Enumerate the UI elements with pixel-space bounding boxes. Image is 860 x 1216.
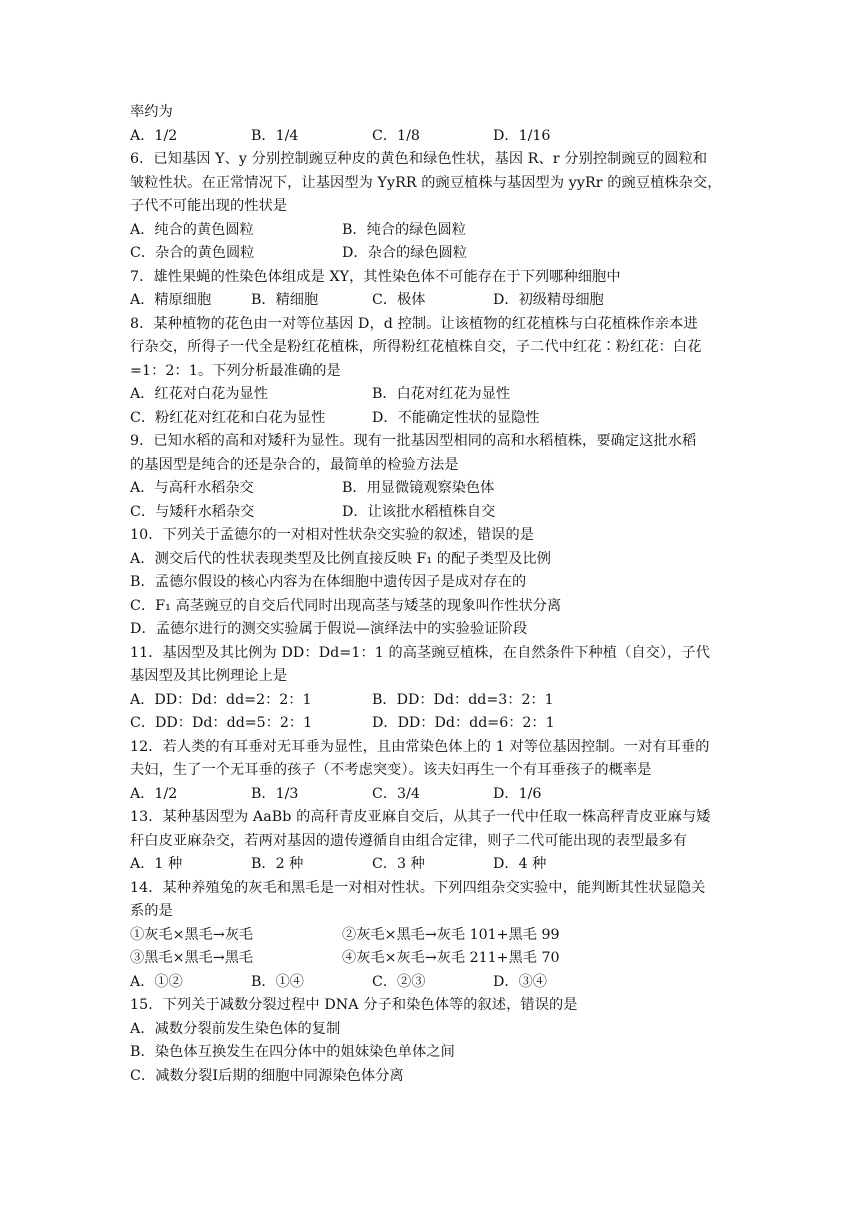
answer-option: A．红花对白花为显性 — [130, 386, 268, 402]
option-row — [130, 289, 735, 313]
answer-option: A．与高秆水稻杂交 — [130, 480, 254, 496]
option-row — [130, 783, 735, 807]
text-line: 9．已知水稻的高和对矮秆为显性。现有一批基因型相同的高和水稻植株，要确定这批水稻 — [130, 433, 697, 449]
answer-option: A．①② — [130, 973, 183, 990]
answer-option: D．DD：Dd：dd=6：2：1 — [372, 715, 555, 731]
option-row — [130, 853, 735, 877]
option-row — [130, 971, 735, 995]
answer-option: A．1/2 — [130, 127, 178, 144]
answer-option: A．1 种 — [130, 856, 183, 872]
answer-option: B．1/3 — [251, 785, 299, 802]
answer-option: D．4 种 — [493, 856, 547, 872]
answer-option: D．1/6 — [493, 785, 542, 802]
answer-option: D．③④ — [493, 973, 547, 990]
text-line: 14．某种养殖兔的灰毛和黑毛是一对相对性状。下列四组杂交实验中，能判断其性状显隐关 — [130, 879, 706, 896]
text-line: 15．下列关于减数分裂过程中 DNA 分子和染色体等的叙述，错误的是 — [130, 997, 578, 1013]
answer-option: C．粉红花对红花和白花为显性 — [130, 409, 326, 426]
answer-option: ④灰毛×灰毛→灰毛 211+黑毛 70 — [342, 950, 560, 966]
answer-option: D．1/16 — [493, 127, 551, 144]
answer-option: B．精细胞 — [251, 292, 319, 308]
option-row — [130, 242, 735, 266]
text-line: 11．基因型及其比例为 DD：Dd=1：1 的高茎豌豆植株，在自然条件下种植（自交），子代 — [130, 644, 710, 661]
text-line: 秆白皮亚麻杂交，若两对基因的遗传遵循自由组合定律，则子二代可能出现的表型最多有 — [130, 832, 688, 849]
text-line: 子代不可能出现的性状是 — [130, 198, 288, 214]
answer-option: B．用显微镜观察染色体 — [342, 480, 495, 496]
option-row — [130, 125, 735, 149]
option-row — [130, 689, 735, 713]
text-line: 夫妇，生了一个无耳垂的孩子（不考虑突变）。该夫妇再生一个有耳垂孩子的概率是 — [130, 762, 652, 778]
answer-option: C．极体 — [372, 292, 426, 308]
text-line: 10．下列关于孟德尔的一对相对性状杂交实验的叙述，错误的是 — [130, 527, 535, 543]
text-line: 行杂交，所得子一代全是粉红花植株，所得粉红花植株自交，子二代中红花∶粉红花：白花 — [130, 339, 702, 355]
answer-option: A．精原细胞 — [130, 292, 212, 308]
text-line: B．孟德尔假设的核心内容为在体细胞中遗传因子是成对存在的 — [130, 574, 527, 590]
text-line: A．测交后代的性状表现类型及比例直接反映 F₁ 的配子类型及比例 — [130, 550, 552, 567]
option-row — [130, 219, 735, 243]
option-row — [130, 383, 735, 407]
answer-option: D．初级精母细胞 — [493, 292, 604, 308]
answer-option: B．纯合的绿色圆粒 — [342, 221, 466, 238]
text-line: 13．某种基因型为 AaBb 的高秆青皮亚麻自交后，从其子一代中任取一株高秤青皮亚麻与矮 — [130, 809, 711, 825]
answer-option: A．纯合的黄色圆粒 — [130, 221, 254, 238]
text-line: D．孟德尔进行的测交实验属于假说—演绎法中的实验验证阶段 — [130, 621, 528, 637]
answer-option: ③黑毛×黑毛→黑毛 — [130, 950, 254, 966]
answer-option: C．与矮秆水稻杂交 — [130, 503, 255, 520]
option-row — [130, 501, 735, 525]
text-line: 6．已知基因 Y、y 分别控制豌豆种皮的黄色和绿色性状，基因 R、r 分别控制豌豆的圆粒和 — [130, 151, 708, 167]
text-line: C．减数分裂Ⅰ后期的细胞中同源染色体分离 — [130, 1067, 404, 1084]
answer-option: A．1/2 — [130, 785, 178, 802]
text-line: 皱粒性状。在正常情况下，让基因型为 YyRR 的豌豆植株与基因型为 yyRr 的豌豆植株杂交， — [130, 174, 722, 191]
option-row — [130, 947, 735, 971]
answer-option: C．3/4 — [372, 785, 420, 802]
text-line: B．染色体互换发生在四分体中的姐妹染色单体之间 — [130, 1044, 455, 1060]
option-row — [130, 712, 735, 736]
answer-option: D．杂合的绿色圆粒 — [342, 245, 467, 261]
answer-option: ②灰毛×黑毛→灰毛 101+黑毛 99 — [342, 926, 560, 943]
text-line: 基因型及其比例理论上是 — [130, 668, 288, 684]
answer-option: B．2 种 — [251, 856, 304, 872]
text-line: =1：2：1。下列分析最准确的是 — [130, 362, 341, 379]
answer-option: C．1/8 — [372, 127, 420, 144]
answer-option: D．让该批水稻植株自交 — [342, 503, 496, 520]
text-line: 8．某种植物的花色由一对等位基因 D，d 控制。让该植物的红花植株与白花植株作亲本进 — [130, 315, 698, 332]
answer-option: B．1/4 — [251, 127, 299, 144]
answer-option: C．DD：Dd：dd=5：2：1 — [130, 715, 313, 731]
text-line: 系的是 — [130, 903, 173, 919]
answer-option: B．①④ — [251, 973, 304, 990]
exam-text-body — [130, 101, 735, 1088]
text-line: 的基因型是纯合的还是杂合的，最简单的检验方法是 — [130, 456, 459, 473]
answer-option: C．3 种 — [372, 856, 425, 872]
answer-option: C．②③ — [372, 973, 426, 990]
text-line: 率约为 — [130, 104, 173, 120]
answer-option: C．杂合的黄色圆粒 — [130, 245, 255, 261]
answer-option: D．不能确定性状的显隐性 — [372, 409, 540, 426]
answer-option: B．DD：Dd：dd=3：2：1 — [372, 691, 554, 708]
answer-option: A．DD：Dd：dd=2：2：1 — [130, 691, 312, 708]
text-line: 7．雄性果蝇的性染色体组成是 XY，其性染色体不可能存在于下列哪种细胞中 — [130, 268, 621, 285]
option-row — [130, 924, 735, 948]
option-row — [130, 477, 735, 501]
answer-option: B．白花对红花为显性 — [372, 386, 511, 402]
answer-option: ①灰毛×黑毛→灰毛 — [130, 926, 254, 943]
text-line: C．F₁ 高茎豌豆的自交后代同时出现高茎与矮茎的现象叫作性状分离 — [130, 597, 562, 614]
option-row — [130, 407, 735, 431]
text-line: A．减数分裂前发生染色体的复制 — [130, 1020, 341, 1037]
text-line: 12．若人类的有耳垂对无耳垂为显性，且由常染色体上的 1 对等位基因控制。一对有耳垂的 — [130, 738, 710, 755]
